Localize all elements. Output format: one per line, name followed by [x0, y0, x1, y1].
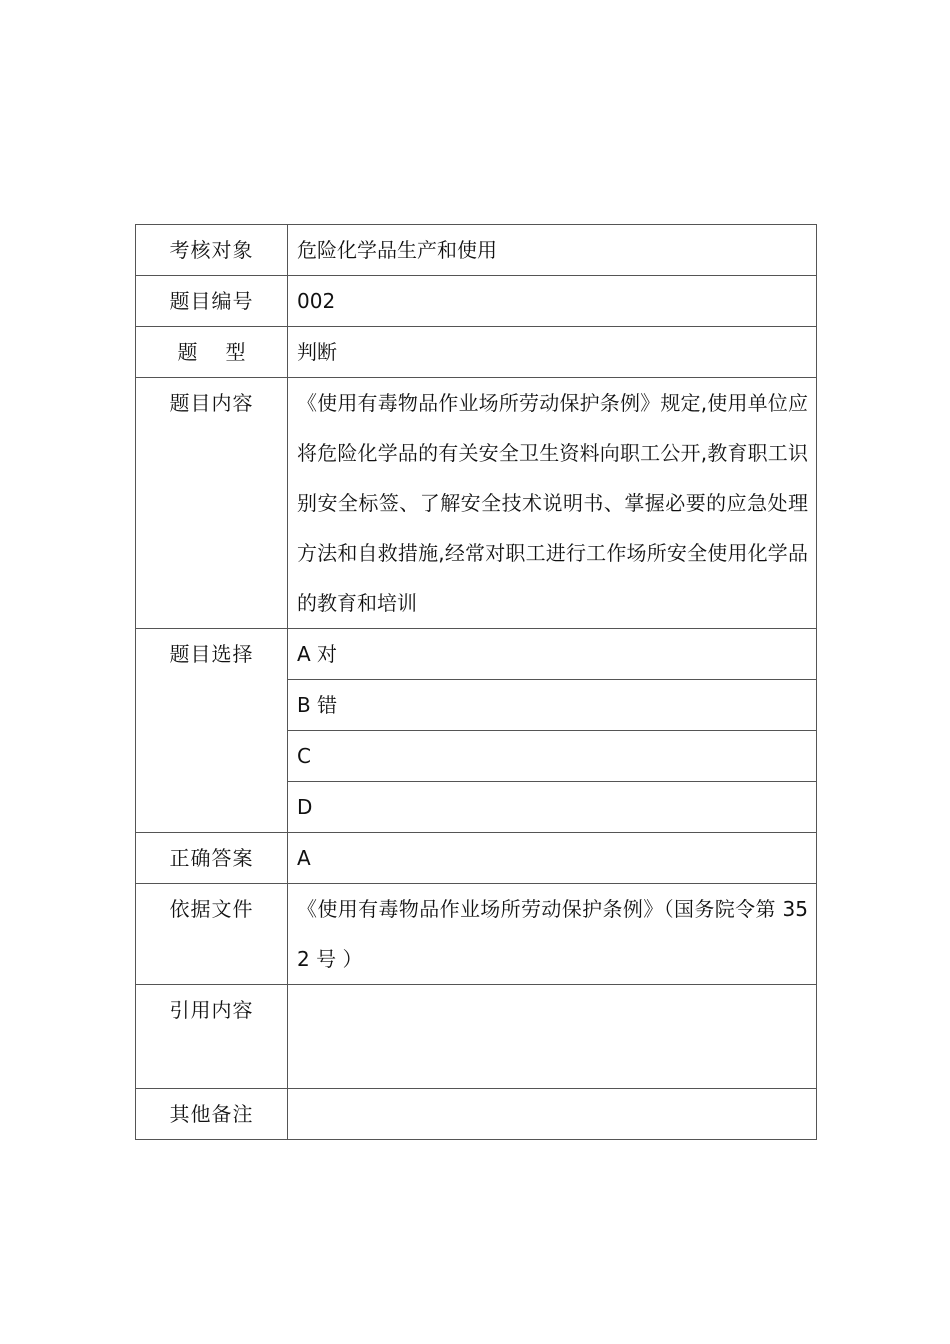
label-content: 题目内容 [136, 378, 288, 629]
row-option-a [136, 629, 817, 680]
label-answer: 正确答案 [136, 833, 288, 884]
row-quote [136, 985, 817, 1089]
value-answer: A [288, 833, 817, 884]
row-number [136, 276, 817, 327]
value-type: 判断 [288, 327, 817, 378]
option-a: A 对 [288, 629, 817, 680]
row-type [136, 327, 817, 378]
question-form-table [135, 224, 817, 1140]
row-notes [136, 1089, 817, 1140]
value-target: 危险化学品生产和使用 [288, 225, 817, 276]
option-d: D [288, 782, 817, 833]
value-content: 《使用有毒物品作业场所劳动保护条例》规定,使用单位应将危险化学品的有关安全卫生资料向职工公开,教育职工识别安全标签、了解安全技术说明书、掌握必要的应急处理方法和自救措施,经常对职工进行工作场所安全使用化学品的教育和培训 [288, 378, 817, 629]
label-quote: 引用内容 [136, 985, 288, 1089]
row-target [136, 225, 817, 276]
option-b: B 错 [288, 680, 817, 731]
label-notes: 其他备注 [136, 1089, 288, 1140]
row-basis [136, 884, 817, 985]
value-number: 002 [288, 276, 817, 327]
value-notes [288, 1089, 817, 1140]
label-options: 题目选择 [136, 629, 288, 833]
option-c: C [288, 731, 817, 782]
label-type [136, 327, 288, 378]
label-number: 题目编号 [136, 276, 288, 327]
label-basis: 依据文件 [136, 884, 288, 985]
row-answer [136, 833, 817, 884]
value-quote [288, 985, 817, 1089]
label-type-char-1: 题 [177, 340, 198, 364]
label-target: 考核对象 [136, 225, 288, 276]
label-type-char-2: 型 [225, 340, 246, 364]
value-basis: 《使用有毒物品作业场所劳动保护条例》（国务院令第 352 号 ） [288, 884, 817, 985]
row-content [136, 378, 817, 629]
